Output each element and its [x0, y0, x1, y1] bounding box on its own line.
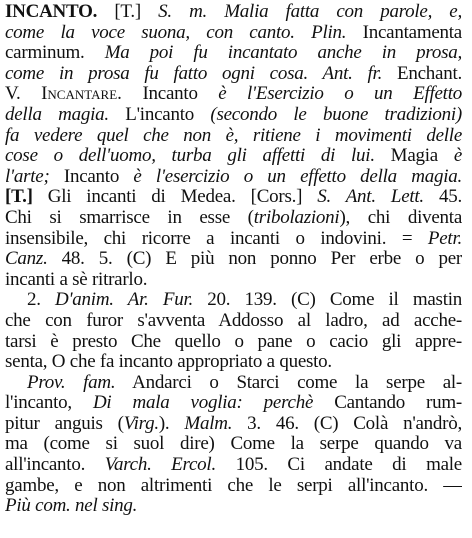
text-run: è [453, 146, 462, 167]
text-run: come in prosa fu fatto ogni cosa. Ant. fr. [5, 63, 383, 84]
text-run: l'incanto, [5, 393, 93, 414]
text-line [5, 455, 462, 476]
text-line [5, 496, 462, 517]
text-run: Chi si smarrisce in esse ( [5, 207, 254, 228]
text-line [5, 187, 462, 208]
text-run: della magia. [5, 104, 109, 125]
text-run: come la voce suona, con canto. Plin. [5, 22, 347, 43]
text-run: 3. 46. (C) Colà n'andrò, [232, 413, 462, 434]
text-line [5, 414, 462, 435]
text-run: Ma poi fu incantato anche in prosa, [104, 43, 462, 64]
text-line [5, 208, 462, 229]
text-run: [T.] [97, 2, 159, 22]
text-run: 2. [27, 290, 56, 311]
text-run: cose o dell'uomo, turba gli affetti di lui. [5, 146, 375, 167]
text-run: ). [158, 413, 185, 434]
text-run: è l'esercizio o un effetto della magia. [133, 166, 462, 187]
text-run: fa vedere quel che non è, ritiene i movimenti delle [5, 125, 462, 146]
text-line [5, 43, 462, 64]
text-run: Gli incanti di Medea. [Cors.] [32, 187, 318, 208]
headword: [T.] [5, 187, 33, 208]
text-line [5, 393, 462, 414]
text-run: V. [5, 84, 42, 105]
dictionary-entry-incanto [5, 2, 462, 517]
text-line [5, 126, 462, 147]
text-run: pitur anguis ( [5, 413, 124, 434]
text-line [5, 373, 462, 394]
text-run: è l'Esercizio o un Effetto [218, 84, 462, 105]
text-run: (secondo le buone tradizioni) [210, 104, 462, 125]
text-line [5, 476, 462, 497]
text-line [5, 290, 462, 311]
text-run: 20. 139. (C) Come il mastin [193, 290, 462, 311]
text-line [5, 270, 462, 291]
text-run: carminum. [5, 43, 105, 64]
text-run: ma (come si suol dire) Come la serpe quando va [5, 434, 462, 455]
text-run: Più com. nel sing. [5, 496, 138, 517]
headword: INCANTO. [5, 2, 98, 22]
text-line [5, 2, 462, 23]
text-run: Enchant. [382, 63, 462, 84]
text-run: l'arte; [5, 166, 50, 187]
text-run: Incantare. [41, 84, 122, 105]
text-line [5, 23, 462, 44]
text-run: che con furor s'avventa Addosso al ladro, ad acche- [5, 310, 462, 331]
text-run: Petr. [427, 228, 462, 249]
text-run: S. Ant. Lett. [317, 187, 424, 208]
text-run: D'anim. Ar. Fur. [55, 290, 194, 311]
text-run: 45. [423, 187, 462, 208]
text-run: Malm. [184, 413, 233, 434]
text-run: senta, O che fa incanto appropriato a questo. [5, 352, 332, 373]
text-line [5, 434, 462, 455]
text-run: gambe, e non altrimenti che le serpi all'incanto. — [5, 475, 462, 496]
text-run: Prov. fam. [27, 372, 116, 393]
text-run: 48. 5. (C) E più non ponno Per erbe o per [47, 249, 462, 270]
text-line [5, 311, 462, 332]
text-run: Varch. Ercol. [104, 455, 216, 476]
text-run: ), chi diventa [339, 207, 462, 228]
text-run: S. m. Malia fatta con parole, e, [158, 2, 462, 22]
text-line [5, 332, 462, 353]
text-line [5, 146, 462, 167]
text-run: Di mala voglia: perchè [92, 393, 314, 414]
text-line [5, 229, 462, 250]
text-line [5, 249, 462, 270]
text-run: insensibile, chi ricorre a incanti o indovini. = [5, 228, 428, 249]
text-run: Cantando rum- [313, 393, 462, 414]
text-run: Magia [374, 146, 454, 167]
text-run: Incantamenta [346, 22, 462, 43]
text-line [5, 352, 462, 373]
text-run: tarsi è presto Che quello o pane o cacio gli appre- [5, 331, 462, 352]
text-run: incanti a sè ritrarlo. [5, 269, 148, 290]
text-run: Andarci o Starci come la serpe al- [115, 372, 462, 393]
text-run: 105. Ci andate di male [215, 455, 462, 476]
text-run: Incanto [49, 166, 134, 187]
text-run: L'incanto [108, 104, 211, 125]
text-run: Incanto [121, 84, 219, 105]
text-line [5, 84, 462, 105]
text-run: Virg. [123, 413, 159, 434]
text-run: tribolazioni [253, 207, 340, 228]
text-run: Canz. [5, 249, 48, 270]
text-line [5, 64, 462, 85]
text-line [5, 105, 462, 126]
text-run: all'incanto. [5, 455, 105, 476]
text-line [5, 167, 462, 188]
